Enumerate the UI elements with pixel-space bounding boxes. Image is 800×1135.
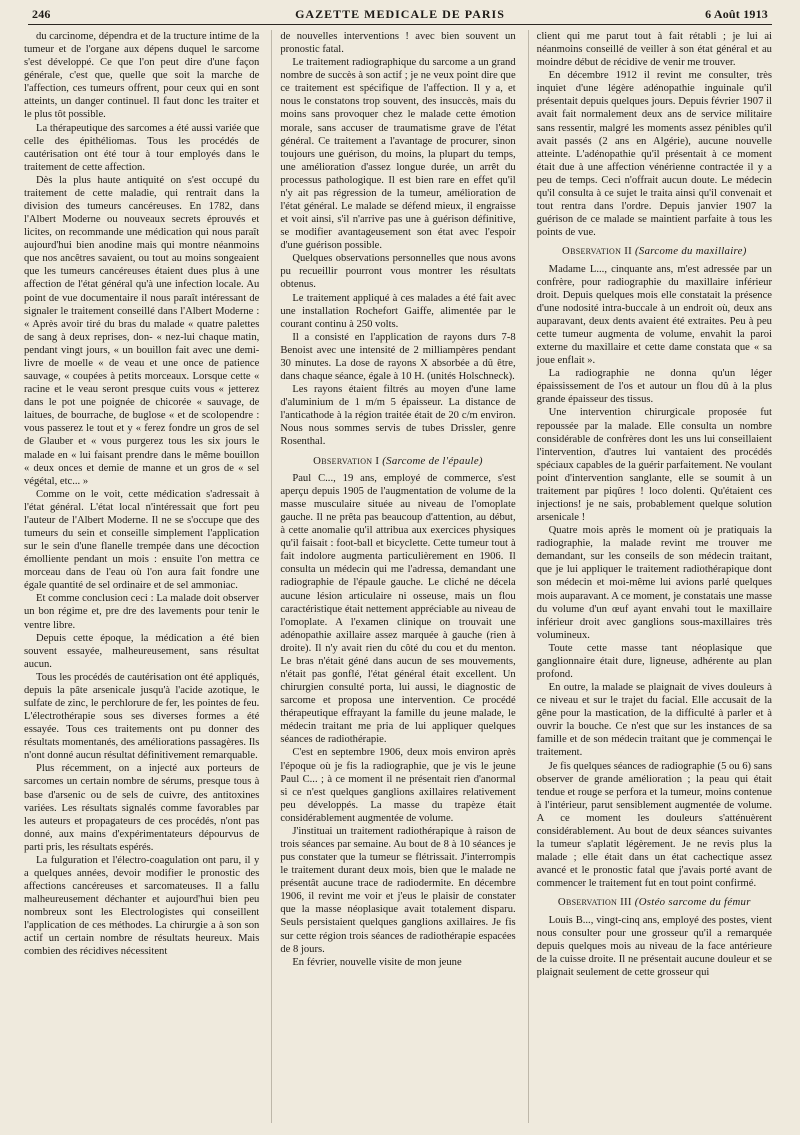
paragraph: C'est en septembre 1906, deux mois environ après l'époque où je fis la radiographie, que je vis le jeune Paul C... ; à ce moment il ne présentait rien d'anormal si ce n'est quelques ganglions axillaires relativement peu développés. La masse du trapèze était considérablement augmentée de volume. (280, 747, 516, 824)
observation-heading (537, 245, 772, 258)
paragraph: Le traitement radiographique du sarcome a un grand nombre de succès à son actif ; je ne veux point dire que ce traitement est spécifique de l'affection. Il y a, et nous le constatons trop souvent, des insuccès, mais du moins sans provoquer chez le malade cette émotion morale, sans accuser de traumatisme grave de l'état général. Ce traitement a l'avantage de procurer, sinon toujours une guérison, du moins, la plupart du temps, une amélioration d'assez longue durée, un arrêt du processus pathologique. Il est bien rare en effet qu'il n'y ait pas régression de la tumeur, amélioration de l'état général. Le malade se défend mieux, il engraisse et voit ainsi, s'il n'arrive pas une à guérison définitive, se modifier avantageusement son état avec l'espoir d'une guérison possible. (280, 57, 516, 252)
paragraph: Il a consisté en l'application de rayons durs 7-8 Benoist avec une intensité de 2 milliampères pendant 30 minutes. La dose de rayons X absorbée a dû être, dans chaque séance, égale à 10 H. (unités Holschneck). (280, 331, 516, 383)
page-number: 246 (32, 7, 51, 21)
observation-subtitle: (Ostéo sarcome du fémur (634, 896, 751, 909)
text-columns (24, 30, 772, 1123)
paragraph: Une intervention chirurgicale proposée fut repoussée par la malade. Elle consulta un nombre considérable de confrères dont les uns lui conseillaient l'intervention, d'autres lui vantaient des procédés spéciaux capables de la guérir parfaitement. Ne voulant point d'intervention sanglante, elle se soumit à un traitement par piqûres ! loco dolenti. Qu'étaient ces injections! je ne sais, probablement quelque solution arsenicale ! (536, 407, 772, 524)
paragraph: Quelques observations personnelles que nous avons pu recueillir pourront vous montrer les résultats obtenus. (280, 253, 516, 291)
paragraph: Paul C..., 19 ans, employé de commerce, s'est aperçu depuis 1905 de l'augmentation de volume de la masse musculaire située au niveau de l'omoplate gauche. Il ne prêta pas beaucoup d'attention, au début, à cette anomalie qu'il attribua aux exercices physiques qu'il faisait : foot-ball et bicyclette. Cette tumeur tout à fait indolore augmenta particulièrement en 1906. Il consulta un médecin qui me l'adressa, demandant une radiographie de l'épaule gauche. Le cliché ne décela aucune lésion articulaire ni osseuse, mais un flou caractéristique était nettement appréciable au niveau de l'omoplate. A l'examen clinique on trouvait une adénopathie axillaire assez marquée à gauche (rien à droite). Il n'y avait rien du côté du cou et du menton. Le bras n'était géné dans aucun de ses mouvements, n'était pas gonflé, l'état général était excellent. Un chirurgien consulté porta, lui aussi, le diagnostic de sarcome et proposa une intervention. Ce procédé thérapeutique effrayant la famille du jeune malade, le médecin traitant me pria de lui appliquer quelques séances de radiothérapie. (280, 472, 516, 746)
paragraph: Tous les procédés de cautérisation ont été appliqués, depuis la pâte arsenicale jusqu'à l'acide azotique, le sulfate de zinc, le perchlorure de fer, les pointes de feu. L'électrothérapie sous ses diverses formes a été essayée. Tous ces traitements ont pu donner des résultats momentanés, des améliorations passagères. Ils n'ont donné aucun résultat définitivement remarquable. (24, 671, 260, 762)
paragraph: Madame L..., cinquante ans, m'est adressée par un confrère, pour radiographie du maxillaire inférieur droit. Depuis quelques mois elle constatait la présence d'une nodosité intra-buccale à un endroit où, deux ans auparavant, deux dents avaient été extraites. Peu à peu cette tumeur augmenta de volume, envahit la paroi externe du maxillaire et cette dame constata que « sa joue enflait ». (536, 263, 772, 367)
paragraph: En décembre 1912 il revint me consulter, très inquiet d'une légère adénopathie inguinale qu'il présentait depuis quelques jours. Depuis février 1907 il avait fait normalement deux ans de service militaire sans ressentir, malgré les moments assez pénibles qu'il avait passés (2 ans en Algérie), aucune nouvelle atteinte. L'adénopathie qu'il présentait à ce moment était due à une affection vénérienne contractée il y a peu de temps. Ceci n'offrait aucun doute. Le médecin qu'il consulta à ce sujet le traita ainsi qu'il convenait et tout rentra dans l'ordre. Depuis janvier 1907 la guérison de ce malade se maintient parfaite à tous les points de vue. (536, 70, 772, 239)
observation-subtitle: (Sarcome de l'épaule) (382, 454, 483, 467)
paragraph: Louis B..., vingt-cinq ans, employé des postes, vient nous consulter pour une grosseur qu'il a remarquée depuis quelques mois au niveau de la face antérieure de la cuisse droite. Il ne présentait aucune douleur et se plaignait seulement de cette grosseur qui (536, 914, 772, 978)
paragraph: La fulguration et l'électro-coagulation ont paru, il y a quelques années, devoir modifier le pronostic des affections cancéreuses et sarcomateuses. Il a fallu malheureusement déchanter et aujourd'hui bien peu nombreux sont les Electrologistes qui conseillent l'application de ces méthodes. La chirurgie a à son son actif un certain nombre de résultats heureux. Mais combien des récidives nécessitent (24, 854, 260, 958)
paragraph: Dès la plus haute antiquité on s'est occupé du traitement de cette maladie, qui rentrait dans la division des tumeurs cancéreuses. En 1782, dans l'Albert Moderne ou nouveaux secrets éprouvés et licites, on recommande une médication qui nous paraît aujourd'hui bien anodine mais qui montre néanmoins que nos ancêtres savaient, ou tout au moins songeaient que les tumeurs cancéreuses étaient dues plus à une affection de l'état général qu'à une infection locale. Au point de vue documentaire il nous paraît intéressant de signaler le traitement conseillé dans l'Albert Moderne : « Après avoir tiré du bras du malade « quatre palettes de sang à deux reprises, don- « nez-lui chaque matin, pendant vingt jours, « un bouillon fait avec une demi-livre de moelle « de veau et une once de patience sauvage, « coupées à petits morceaux. Lorsque cette « racine et le veau seront presque cuits vous « jetterez dans le pot une poignée de chicorée « sauvage, de laitues, de bourrache, de buglose « et de scolopendre : vous passerez le tout et y « ferez fondre un gros de sel de Glauber et « vous purgerez tous les six jours le malade en « lui faisant prendre dans le même bouillon « deux onces et demie de manne et un gros de « sel végétal, etc... » (24, 174, 260, 487)
paragraph: du carcinome, dépendra et de la tructure intime de la tumeur et de l'organe aux dépens duquel le sarcome s'est développé. Ce que l'on peut dire d'une façon générale, c'est que, quelle que soit la marche de l'affection, ces tumeurs offrent, pour ceux qui en sont atteints, un danger continuel. Il faut donc les traiter et le plus tôt possible. (24, 31, 260, 121)
paragraph: client qui me parut tout à fait rétabli ; je lui ai néanmoins conseillé de veiller à son état général et au moindre début de récidive de venir me trouver. (536, 31, 772, 69)
column-right (528, 30, 772, 1123)
paragraph: Depuis cette époque, la médication a été bien souvent essayée, malheureusement, sans résultat aucun. (24, 632, 260, 670)
issue-date: 6 Août 1913 (705, 7, 768, 21)
column-middle (271, 30, 515, 1123)
observation-title: Observation I (313, 454, 380, 467)
paragraph: La thérapeutique des sarcomes a été aussi variée que celle des épithéliomas. Tous les procédés de cautérisation ont été tour à tour employés dans le traitement de cette affection. (24, 122, 260, 173)
paragraph: Toute cette masse tant néoplasique que ganglionnaire était dure, ligneuse, adhérente au plan profond. (536, 642, 772, 680)
paragraph: Quatre mois après le moment où je pratiquais la radiographie, la malade revint me trouver me demandant, sur les conseils de son médecin traitant, que je lui appliquer le traitement radiothérapique dont son médecin et moi-même lui avions parlé quelques mois auparavant. A ce moment, je constatais une masse du volume d'un œuf ayant envahi tout le maxillaire inférieur droit avec ganglions sous-maxillaires très volumineux. (536, 525, 772, 641)
observation-title: Observation II (561, 245, 632, 258)
column-left (24, 30, 259, 1123)
paragraph: En outre, la malade se plaignait de vives douleurs à ce niveau et sur le trajet du facial. Elle accusait de la gêne pour la mastication, de la difficulté à parler et à ouvrir la bouche. Ce n'est que sur les instances de sa famille et de son médecin traitant que je commençai le traitement. (536, 682, 772, 759)
paragraph: Le traitement appliqué à ces malades a été fait avec une installation Rochefort Gaiffe, alimentée par le courant continu à 250 volts. (280, 292, 516, 330)
journal-title: GAZETTE MEDICALE DE PARIS (295, 7, 505, 21)
paragraph: J'instituai un traitement radiothérapique à raison de trois séances par semaine. Au bout de 8 à 10 séances je pus constater que la tumeur se flétrissait. J'interrompis le traitement durant deux mois, bien que le malade ne présentât aucune trace de radiodermite. En décembre 1906, il revint me voir et j'eus le plaisir de constater que la masse néoplasique avait totalement disparu. Seuls persistaient quelques ganglions axillaires. Je fis sur cette région trois séances de radiothérapie espacées de 8 jours. (280, 825, 516, 955)
paragraph: Comme on le voit, cette médication s'adressait à l'état général. L'état local n'intéressait que fort peu l'auteur de l'Albert Moderne. Il ne se s'occupe que des tumeurs du sein et conseille simplement l'application sur le sein d'une flanelle trempée dans une décoction émolliente pendant un mois : ensuite l'on mettra ce morceau dans de l'eau où l'on aura fait fondre une égale quantité de sel ordinaire et de sel ammoniac. (24, 488, 260, 592)
observation-heading (537, 896, 772, 909)
observation-subtitle: (Sarcome du maxillaire) (634, 245, 747, 258)
paragraph: Plus récemment, on a injecté aux porteurs de sarcomes un certain nombre de sérums, presque tous à base d'arsenic ou de sels de cuivre, des antitoxines variées. Les résultats signalés comme favorables par les auteurs et propagateurs de ces procédés, n'ont pas donné, aux mains d'expérimentateurs dépourvus de parti pris, les résultats espérés. (24, 763, 260, 853)
page-header (28, 4, 772, 25)
paragraph: de nouvelles interventions ! avec bien souvent un pronostic fatal. (280, 31, 516, 56)
paragraph: Je fis quelques séances de radiographie (5 ou 6) sans observer de grande amélioration ; la peau qui était tendue et rouge se perfora et la tumeur, moins contenue à l'intérieur, parut sensiblement augmentée de volume. A ce moment les douleurs s'atténuèrent considérablement. Au bout de deux séances suivantes la tumeur s'aplatit légèrement. Je ne revis plus la malade ; elle était dans un état cachectique assez avancé et le pronostic fatal que j'avais porté avant de commencer le traitement fut en tout point confirmé. (536, 760, 772, 890)
paragraph: En février, nouvelle visite de mon jeune (292, 956, 462, 968)
paragraph: La radiographie ne donna qu'un léger épaississement de l'os et autour un flou dû à la plus grande épaisseur des tissus. (536, 368, 772, 406)
observation-title: Observation III (557, 896, 632, 909)
observation-heading (280, 455, 515, 468)
paragraph: Les rayons étaient filtrés au moyen d'une lame d'aluminium de 1 m/m 5 épaisseur. La distance de l'anticathode à la région traitée était de 20 c/m environ. Nous nous sommes servis de tubes Drissler, genre Rosenthal. (280, 384, 516, 448)
paragraph: Et comme conclusion ceci : La malade doit observer un bon régime et, pre dre des lavements pour tenir le ventre libre. (24, 593, 260, 631)
